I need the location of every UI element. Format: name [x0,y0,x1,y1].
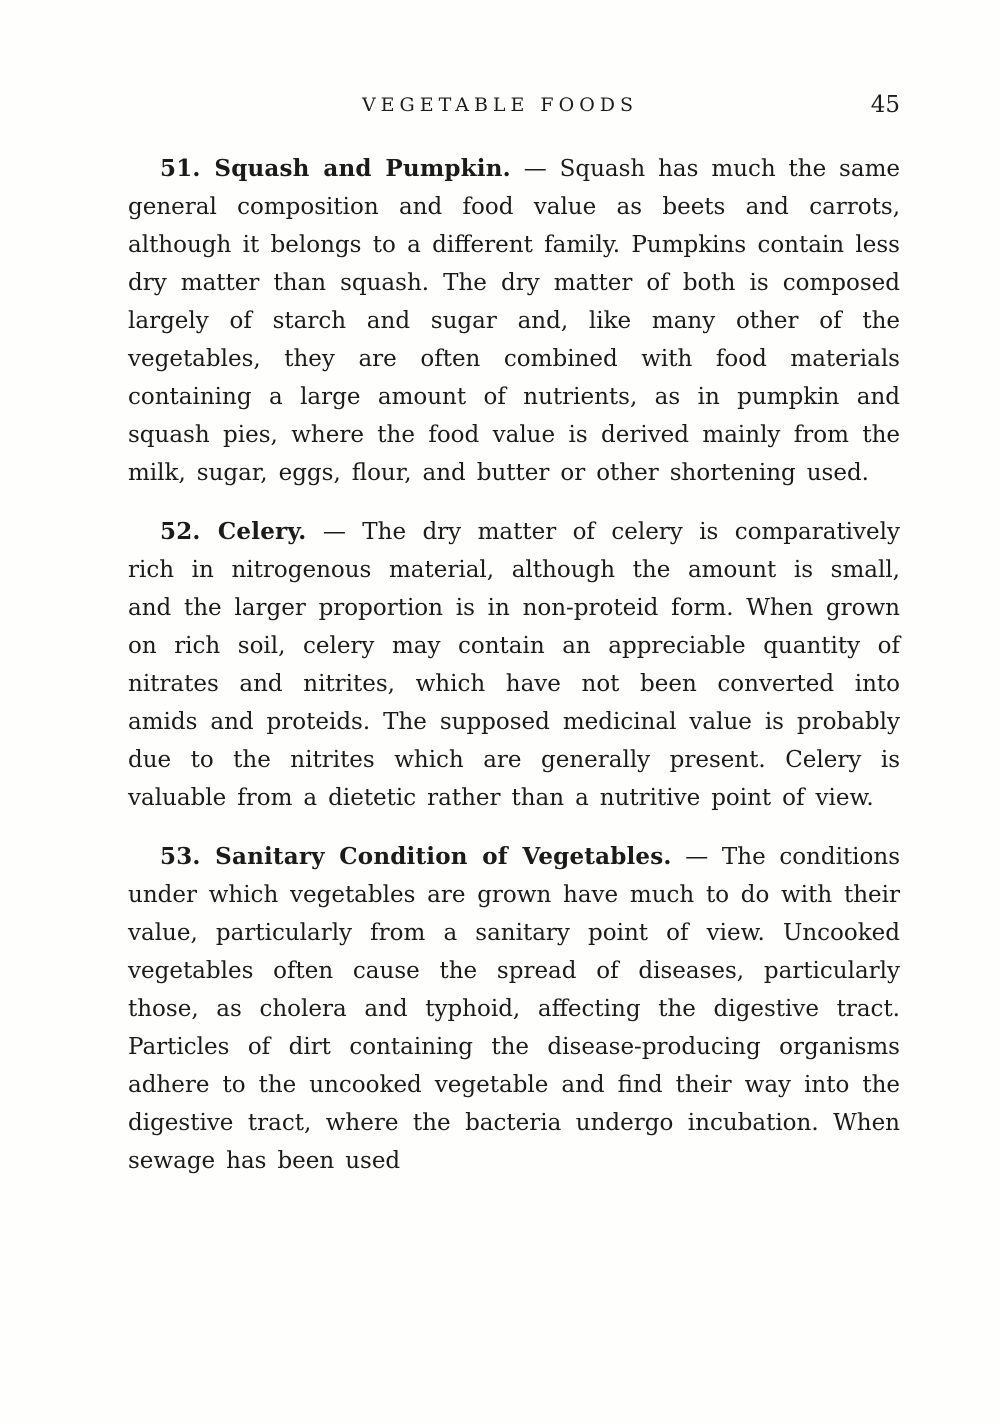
paragraph-53 [128,838,900,1180]
running-head-title: VEGETABLE FOODS [361,94,639,116]
section-heading-53: 53. Sanitary Condition of Vegetables. [160,843,672,870]
paragraph-52 [128,513,900,817]
section-heading-51: 51. Squash and Pumpkin. [160,155,511,182]
page-body [128,150,900,1201]
paragraph-51-text: — Squash has much the same general composition and food value as beets and carrots, although it belongs to a different family. Pumpkins contain less dry matter than squash. The dry matter of both is composed largely of starch and sugar and, like many other of the vegetables, they are often combined with food materials containing a large amount of nutrients, as in pumpkin and squash pies, where the food value is derived mainly from the milk, sugar, eggs, flour, and butter or other shortening used. [128,156,900,486]
paragraph-51 [128,150,900,492]
section-heading-52: 52. Celery. [160,518,307,545]
paragraph-52-text: — The dry matter of celery is comparatively rich in nitrogenous material, although the amount is small, and the larger proportion is in non-proteid form. When grown on rich soil, celery may contain an appreciable quantity of nitrates and nitrites, which have not been converted into amids and proteids. The supposed medicinal value is probably due to the nitrites which are generally present. Celery is valuable from a dietetic rather than a nutritive point of view. [128,519,900,811]
page-number: 45 [870,92,900,118]
paragraph-53-text: — The conditions under which vegetables are grown have much to do with their value, particularly from a sanitary point of view. Uncooked vegetables often cause the spread of diseases, particularly those, as cholera and typhoid, affecting the digestive tract. Particles of dirt containing the disease-producing organisms adhere to the uncooked vegetable and find their way into the digestive tract, where the bacteria undergo incubation. When sewage has been used [128,844,901,1174]
